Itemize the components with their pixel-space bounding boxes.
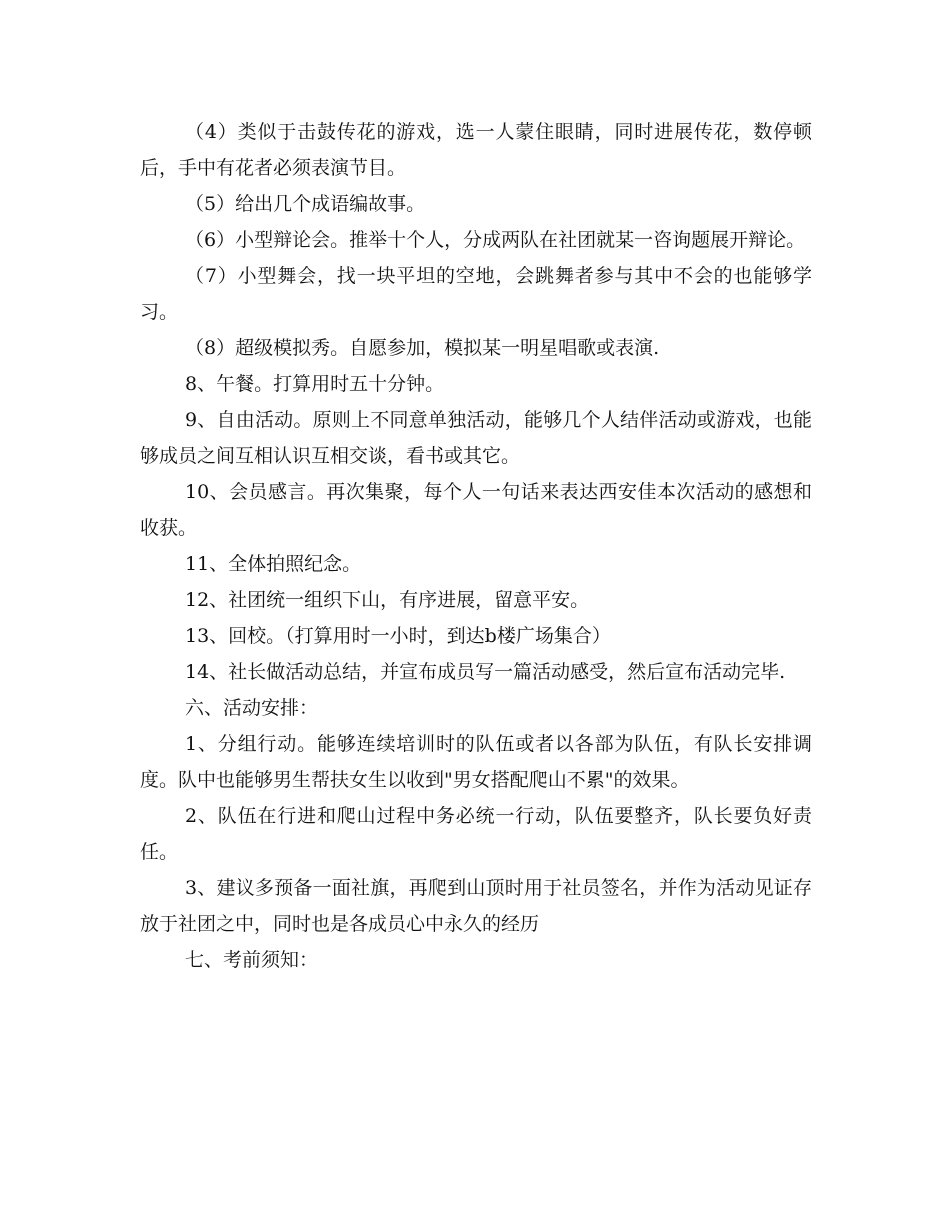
paragraph-step-14-summary: 14、社长做活动总结，并宣布成员写一篇活动感受，然后宣布活动完毕. [185, 661, 786, 683]
paragraph-step-11-group-photo: 11、全体拍照纪念。 [185, 553, 362, 575]
section-heading-notes: 七、考前须知： [185, 949, 319, 971]
paragraph-arrangement-2: 2、队伍在行进和爬山过程中务必统一行动，队伍要整齐，队长要负好责任。 [140, 805, 812, 863]
paragraph-item-6-debate: （6）小型辩论会。推举十个人，分成两队在社团就某一咨询题展开辩论。 [185, 229, 806, 251]
paragraph-item-5-idiom-story: （5）给出几个成语编故事。 [185, 193, 426, 215]
paragraph-item-8-imitation-show: （8）超级模拟秀。自愿参加，模拟某一明星唱歌或表演. [185, 337, 660, 359]
paragraph-arrangement-1: 1、分组行动。能够连续培训时的队伍或者以各部为队伍，有队长安排调度。队中也能够男生帮扶女生以收到"男女搭配爬山不累"的效果。 [140, 733, 812, 791]
paragraph-step-9-free-activity: 9、自由活动。原则上不同意单独活动，能够几个人结伴活动或游戏，也能够成员之间互相认识互相交谈，看书或其它。 [140, 409, 812, 467]
section-heading-arrangements: 六、活动安排： [185, 697, 319, 719]
paragraph-step-13-return: 13、回校。（打算用时一小时，到达b楼广场集合） [185, 625, 611, 647]
paragraph-item-7-dance: （7）小型舞会，找一块平坦的空地，会跳舞者参与其中不会的也能够学习。 [140, 265, 812, 323]
paragraph-item-4-game: （4）类似于击鼓传花的游戏，选一人蒙住眼睛，同时进展传花，数停顿后，手中有花者必须表演节目。 [140, 121, 812, 179]
paragraph-arrangement-3: 3、建议多预备一面社旗，再爬到山顶时用于社员签名，并作为活动见证存放于社团之中，同时也是各成员心中永久的经历 [140, 877, 812, 935]
document-body [140, 114, 812, 978]
paragraph-step-8-lunch: 8、午餐。打算用时五十分钟。 [185, 373, 445, 395]
paragraph-step-10-reflections: 10、会员感言。再次集聚，每个人一句话来表达西安佳本次活动的感想和收获。 [140, 481, 812, 539]
paragraph-step-12-descend: 12、社团统一组织下山，有序进展，留意平安。 [185, 589, 590, 611]
